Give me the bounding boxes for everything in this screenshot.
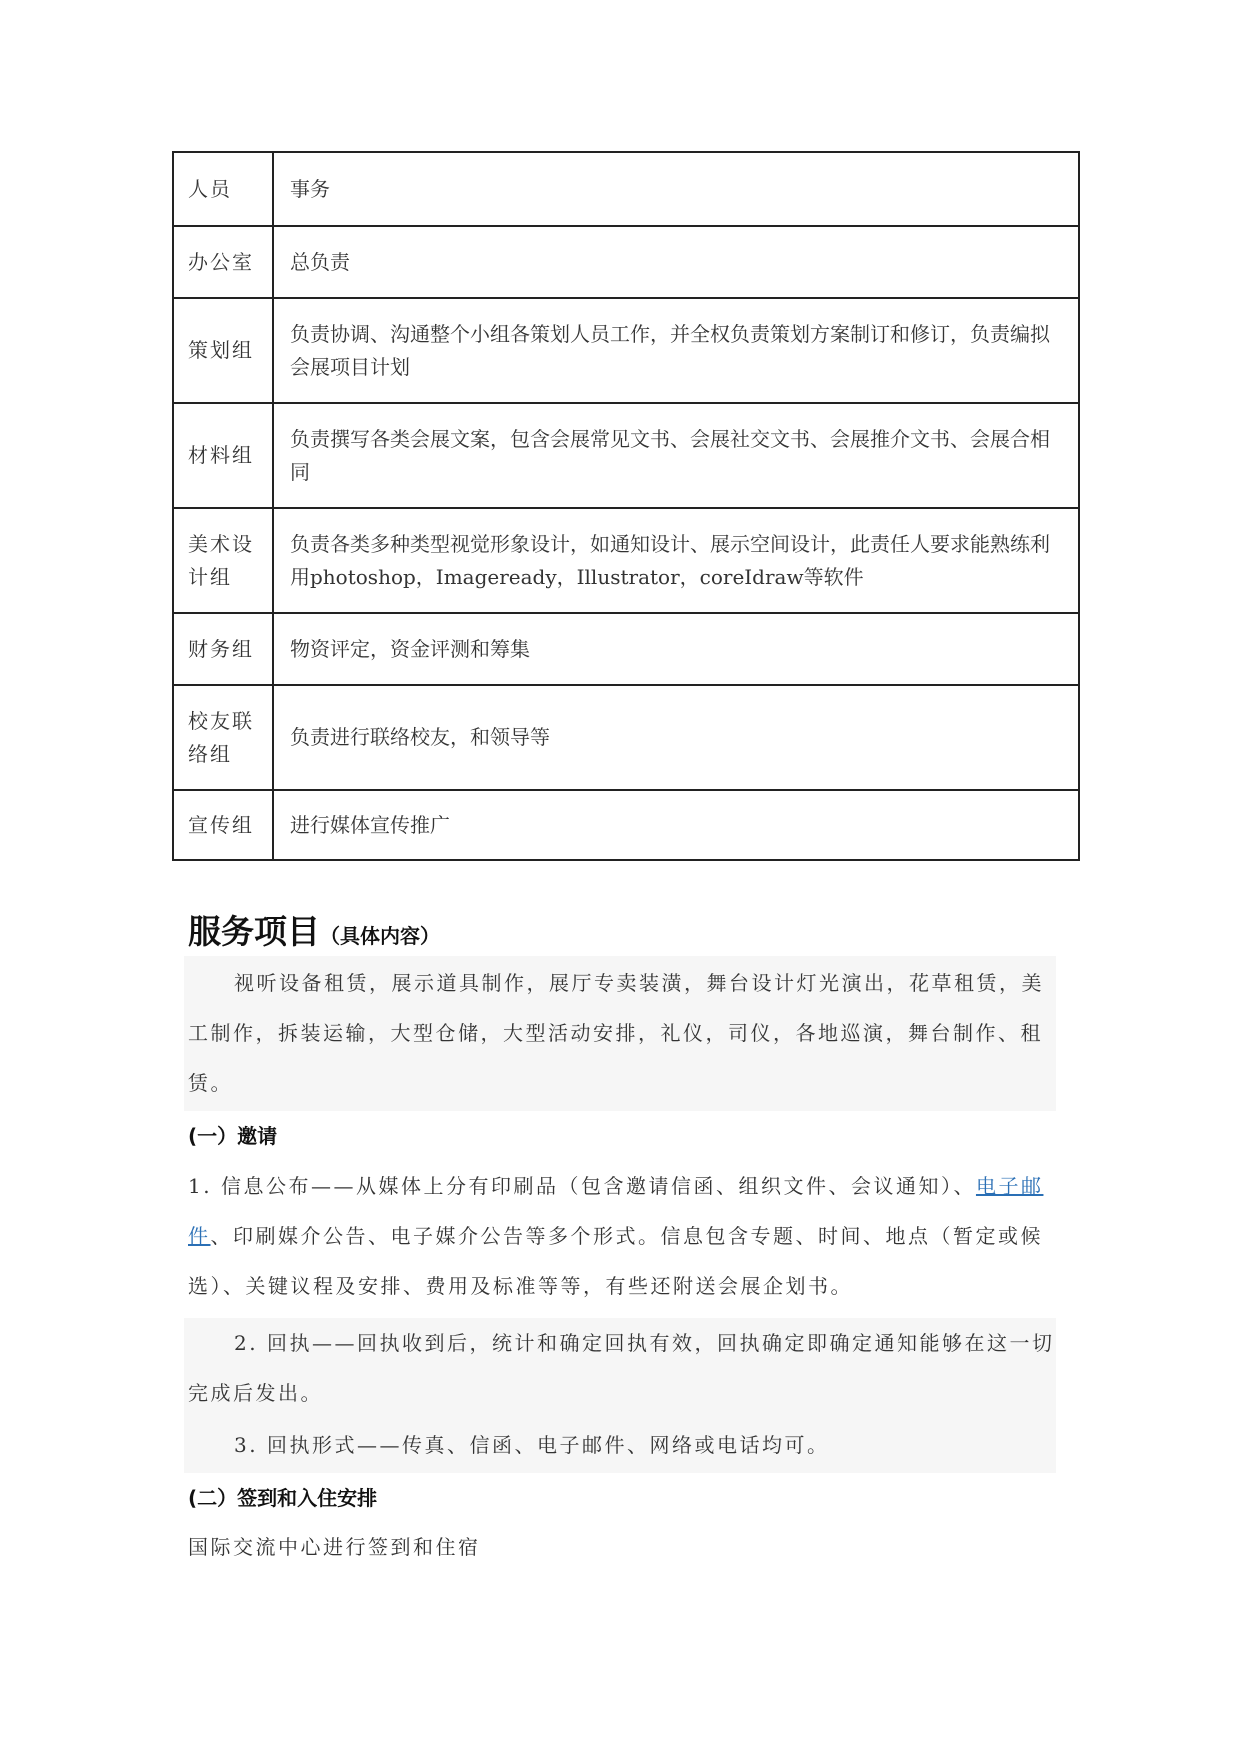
table-row — [173, 790, 1079, 860]
table-cell-role: 校友联络组 — [173, 685, 273, 790]
table-cell-role: 财务组 — [173, 613, 273, 685]
table-cell-duty: 物资评定，资金评测和筹集 — [273, 613, 1079, 685]
invite-item-3: 3. 回执形式——传真、信函、电子邮件、网络或电话均可。 — [234, 1433, 830, 1457]
table-cell-role: 宣传组 — [173, 790, 273, 860]
email-link[interactable]: 电子邮件 — [188, 1174, 1044, 1248]
table-cell-duty: 负责进行联络校友，和领导等 — [273, 685, 1079, 790]
table-cell-duty: 负责各类多种类型视觉形象设计，如通知设计、展示空间设计，此责任人要求能熟练利用photoshop，Imageready，Illustrator，coreIdraw等软件 — [273, 508, 1079, 613]
invite-heading: (一）邀请 — [188, 1124, 278, 1148]
table-cell-role: 美术设计组 — [173, 508, 273, 613]
table-cell-role: 办公室 — [173, 226, 273, 298]
table-row — [173, 152, 1079, 226]
section-heading — [188, 906, 440, 953]
intro-paragraph: 视听设备租赁，展示道具制作，展厅专卖装潢，舞台设计灯光演出，花草租赁，美工制作，拆装运输，大型仓储，大型活动安排，礼仪，司仪，各地巡演，舞台制作、租赁。 — [188, 971, 1044, 1095]
table-cell-duty: 负责撰写各类会展文案，包含会展常见文书、会展社交文书、会展推介文书、会展合相同 — [273, 403, 1079, 508]
table-row — [173, 403, 1079, 508]
invite-item-2: 2. 回执——回执收到后，统计和确定回执有效，回执确定即确定通知能够在这一切完成后发出。 — [188, 1331, 1055, 1405]
table-row — [173, 685, 1079, 790]
table-cell-duty: 进行媒体宣传推广 — [273, 790, 1079, 860]
table-cell-duty: 负责协调、沟通整个小组各策划人员工作，并全权负责策划方案制订和修订，负责编拟会展项目计划 — [273, 298, 1079, 403]
invite-item-1-text-rest: 、印刷媒介公告、电子媒介公告等多个形式。信息包含专题、时间、地点（暂定或候选）、关键议程及安排、费用及标准等等，有些还附送会展企划书。 — [188, 1224, 1043, 1298]
table-row — [173, 508, 1079, 613]
table-cell-role: 材料组 — [173, 403, 273, 508]
invite-item-1-text: 1. 信息公布——从媒体上分有印刷品（包含邀请信函、组织文件、会议通知）、 — [188, 1174, 976, 1198]
section-title: 服务项目 — [188, 912, 320, 951]
table-cell-role: 人员 — [173, 152, 273, 226]
checkin-heading: (二）签到和入住安排 — [188, 1486, 378, 1510]
table-cell-duty: 事务 — [273, 152, 1079, 226]
table-cell-role: 策划组 — [173, 298, 273, 403]
section-subtitle: （具体内容） — [320, 924, 440, 948]
table-row — [173, 613, 1079, 685]
checkin-text: 国际交流中心进行签到和住宿 — [188, 1535, 481, 1559]
staff-duty-table — [172, 151, 1080, 861]
invite-item-1 — [188, 1161, 1056, 1311]
table-cell-duty: 总负责 — [273, 226, 1079, 298]
table-row — [173, 298, 1079, 403]
table-row — [173, 226, 1079, 298]
